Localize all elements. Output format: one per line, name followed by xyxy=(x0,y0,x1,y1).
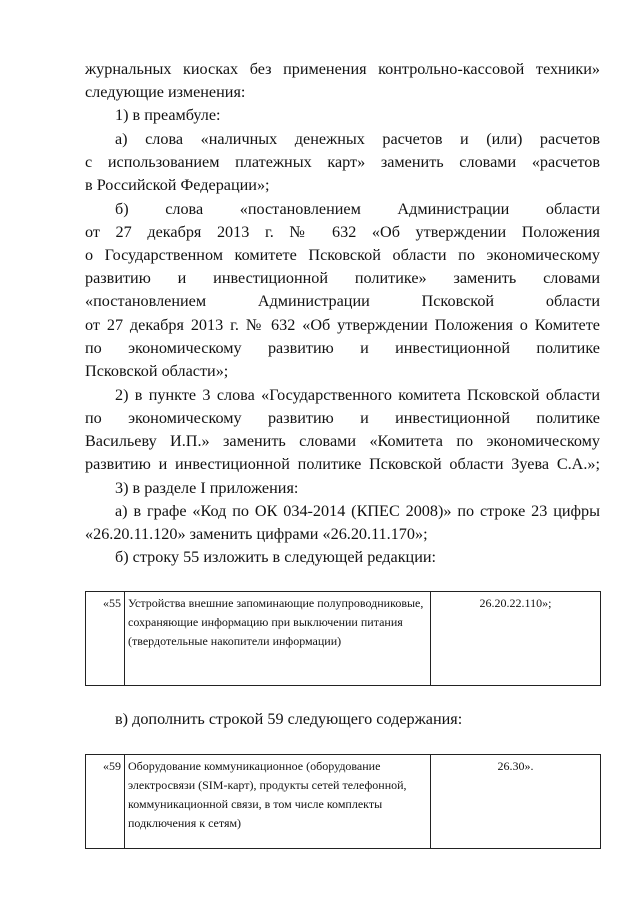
text-line: б) слова «постановлением Администрации области xyxy=(115,200,600,218)
text-line: «постановлением Администрации Псковской области xyxy=(85,292,600,310)
table-row-59 xyxy=(85,754,601,849)
text-line: 3) в разделе I приложения: xyxy=(115,479,299,497)
table-row xyxy=(86,755,601,849)
text-line: с использованием платежных карт» заменить словами «расчетов xyxy=(85,153,600,171)
text-line: по экономическому развитию и инвестиционной политике xyxy=(85,339,600,357)
text-line: а) в графе «Код по ОК 034-2014 (КПЕС 2008)» по строке 23 цифры xyxy=(115,502,600,520)
table-row xyxy=(86,592,601,686)
text-line: 2) в пункте 3 слова «Государственного комитета Псковской области xyxy=(115,386,600,404)
text-line: б) строку 55 изложить в следующей редакции: xyxy=(115,548,437,566)
text-line: журнальных киосках без применения контрольно-кассовой техники» xyxy=(85,60,600,78)
text-line: в Российской Федерации»; xyxy=(85,176,270,194)
text-line: 1) в преамбуле: xyxy=(115,106,221,124)
text-line: по экономическому развитию и инвестиционной политике xyxy=(85,409,600,427)
text-line: следующие изменения: xyxy=(85,83,246,101)
text-line: от 27 декабря 2013 г. № 632 «Об утверждении Положения о Комитете xyxy=(85,316,600,334)
text-line: о Государственном комитете Псковской области по экономическому xyxy=(85,246,600,264)
item-name-cell: Устройства внешние запоминающие полупроводниковые, сохраняющие информацию при выключении питания (твердотельные накопители информации) xyxy=(125,592,431,686)
row-number-cell: «59 xyxy=(86,755,125,849)
text-line: «26.20.11.120» заменить цифрами «26.20.11.170»; xyxy=(85,525,428,543)
row-number-cell: «55 xyxy=(86,592,125,686)
text-line: развитию и инвестиционной политике» заменить словами xyxy=(85,269,600,287)
item-name-cell: Оборудование коммуникационное (оборудование электросвязи (SIM-карт), продукты сетей телефонной, коммуникационной связи, в том числе комплекты подключения к сетям) xyxy=(125,755,431,849)
text-line: а) слова «наличных денежных расчетов и (или) расчетов xyxy=(115,130,600,148)
code-cell: 26.20.22.110»; xyxy=(431,592,601,686)
text-line: от 27 декабря 2013 г. № 632 «Об утверждении Положения xyxy=(85,223,600,241)
text-line: Васильеву И.П.» заменить словами «Комитета по экономическому xyxy=(85,432,600,450)
code-cell: 26.30». xyxy=(431,755,601,849)
text-line: Псковской области»; xyxy=(85,362,229,380)
text-line: развитию и инвестиционной политике Псковской области Зуева С.А.»; xyxy=(85,455,600,473)
text-line: в) дополнить строкой 59 следующего содержания: xyxy=(115,710,463,728)
table-row-55 xyxy=(85,591,601,686)
